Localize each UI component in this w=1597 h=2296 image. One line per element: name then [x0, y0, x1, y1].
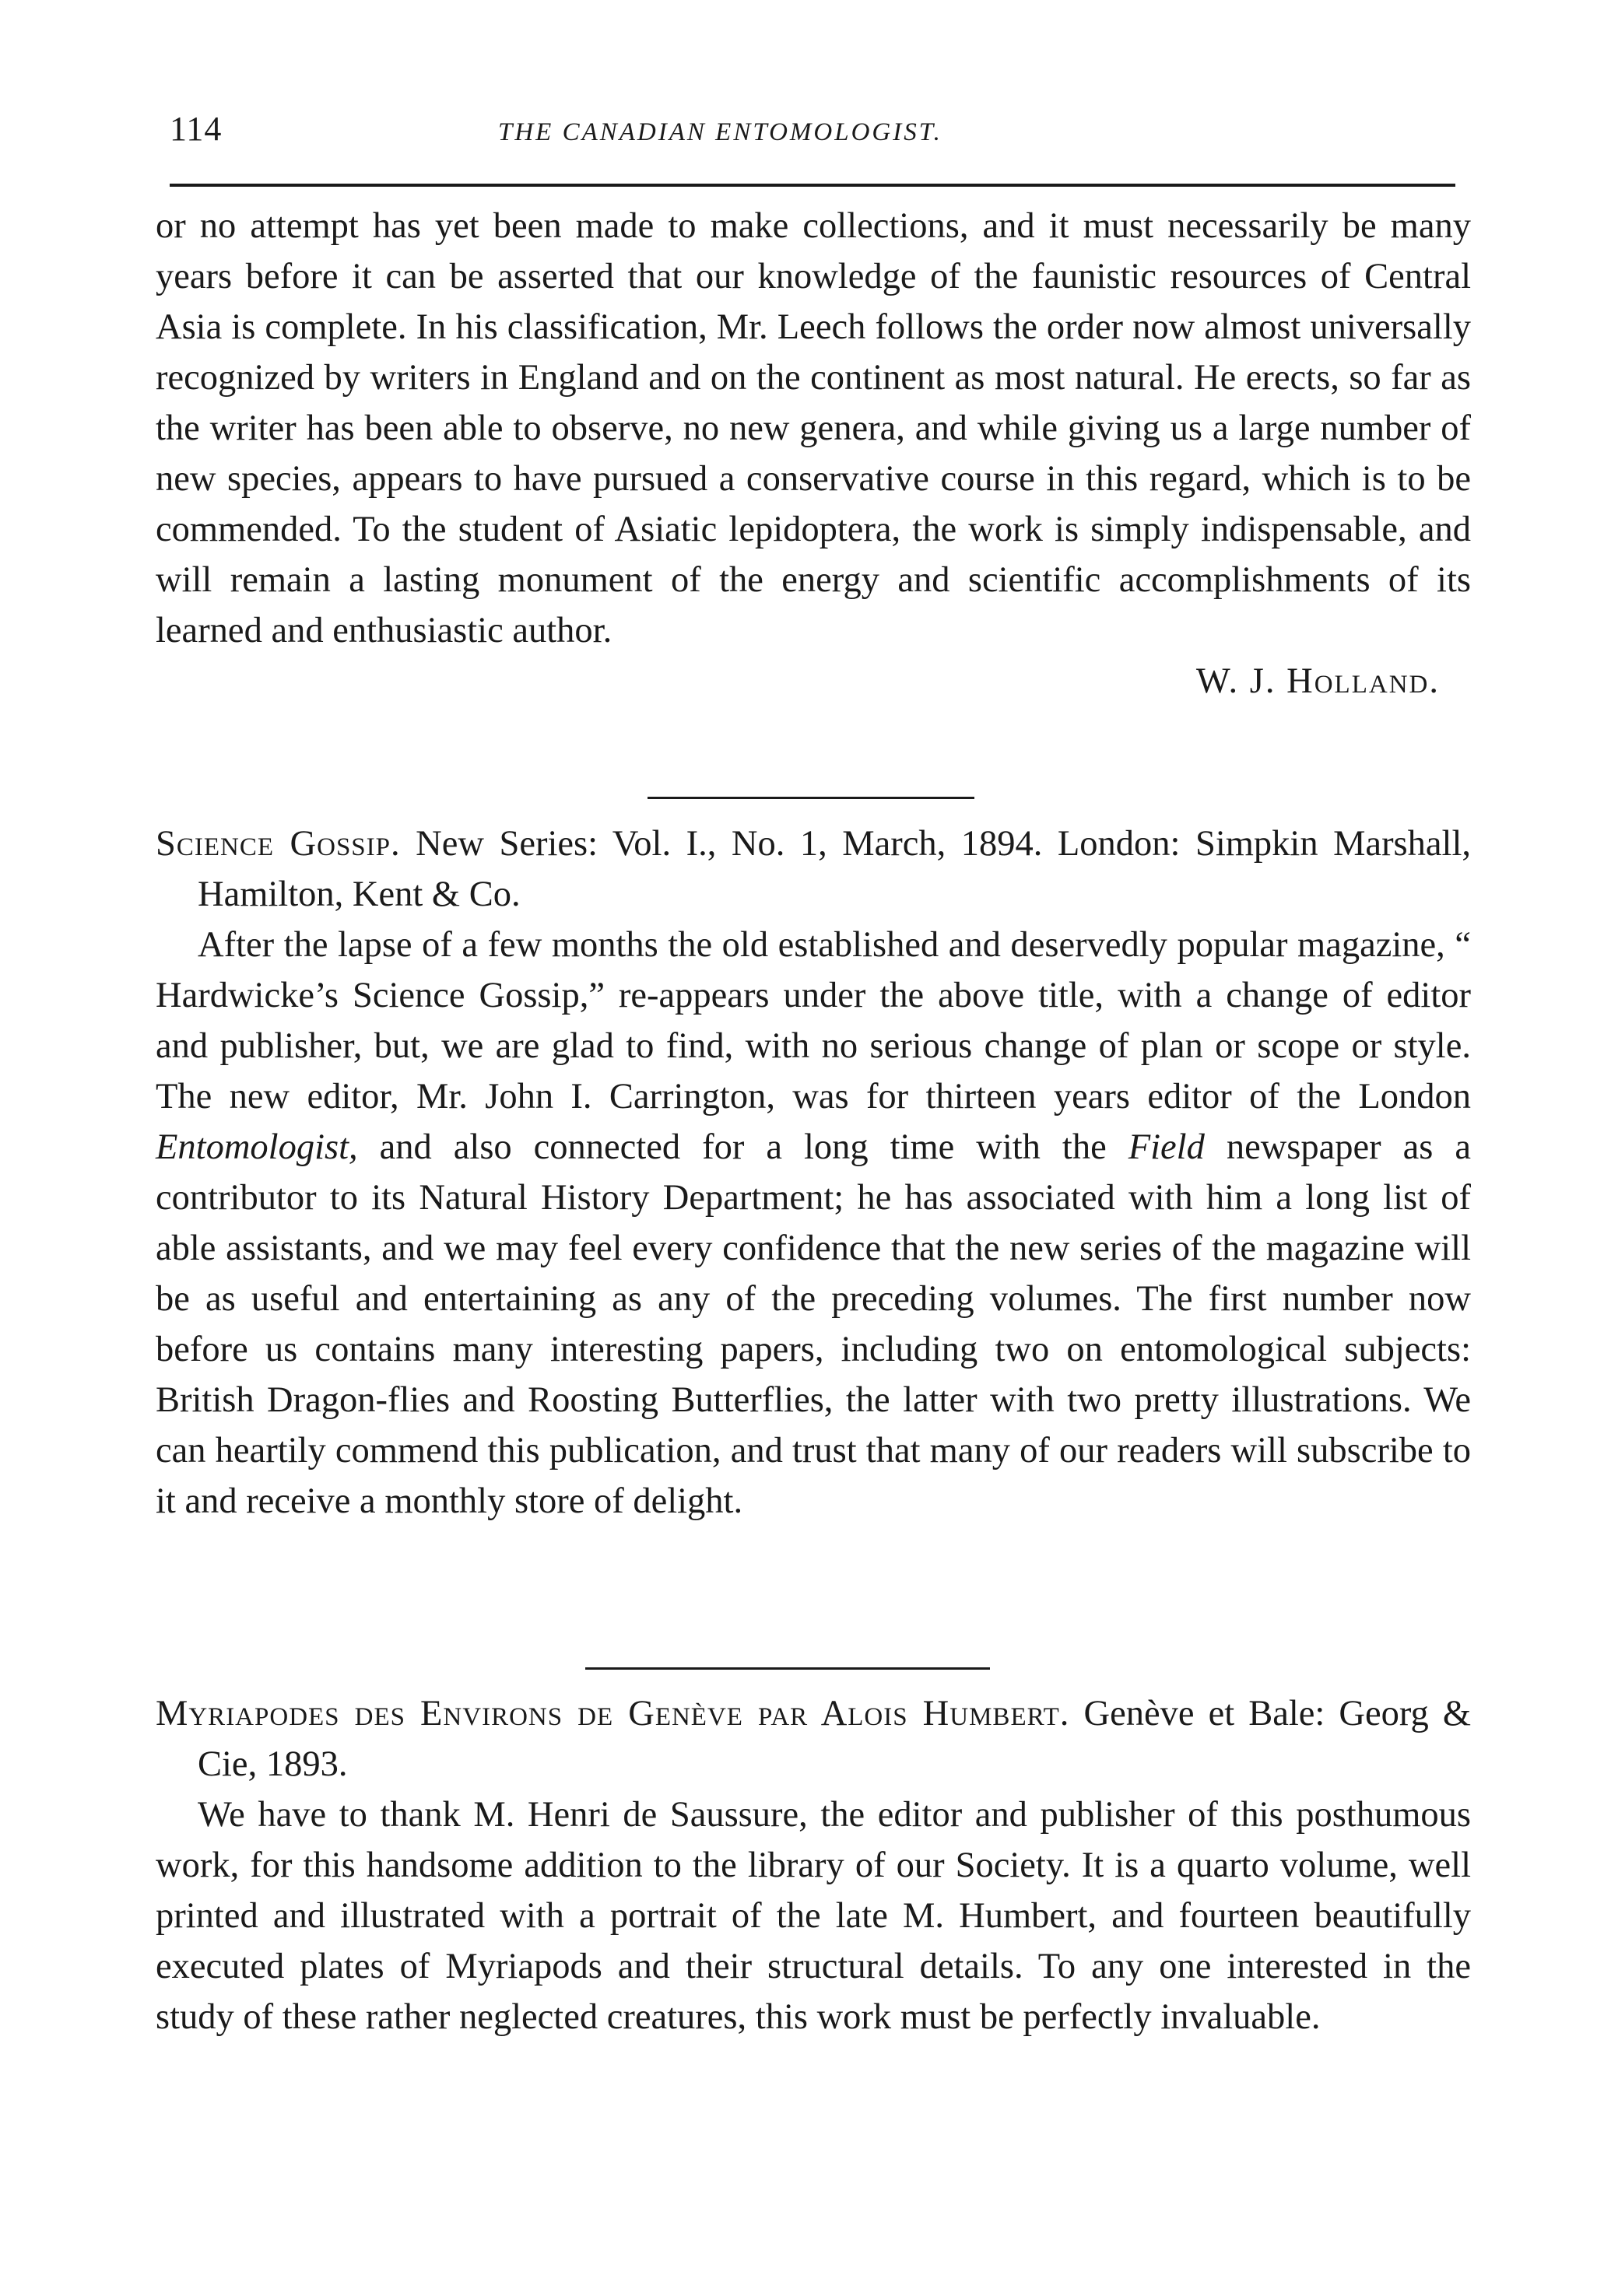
- italic-newspaper-title: Field: [1128, 1127, 1205, 1167]
- paragraph-text: After the lapse of a few months the old established and deservedly popular magazine, “ Hardwicke’s Science Gossip,” re-appears under the above title, with a change of editor and publisher, but, we are glad to find, with no serious change of plan or scope or style. The new editor, Mr. John I. Carrington, was for thirteen years editor of the London: [156, 925, 1471, 1116]
- header-rule: [170, 184, 1455, 187]
- review-science-gossip-heading: [156, 818, 1471, 920]
- paragraph-text: and also connected for a long time with the: [357, 1127, 1128, 1167]
- review-leech-signature: [156, 656, 1471, 706]
- heading-title: Science Gossip.: [156, 824, 401, 864]
- heading-details: Genève et Bale: Georg & Cie, 1893.: [198, 1694, 1472, 1784]
- page-number: 114: [170, 110, 223, 148]
- italic-journal-title: Entomologist,: [156, 1127, 358, 1167]
- section-divider-2: [585, 1667, 990, 1670]
- signature-name: W. J. Holland.: [1195, 661, 1440, 701]
- review-leech-paragraph: or no attempt has yet been made to make collections, and it must necessarily be many years before it can be asserted that our knowledge of the faunistic resources of Central Asia is complete. In his classification, Mr. Leech follows the order now almost universally recognized by writers in England and on the continent as most natural. He erects, so far as the writer has been able to observe, no new genera, and while giving us a large number of new species, appears to have pursued a conservative course in this regard, which is to be commended. To the student of Asiatic lepidoptera, the work is simply indispensable, and will remain a lasting monument of the energy and scientific accomplishments of its learned and enthusiastic author.: [156, 206, 1471, 650]
- running-title: THE CANADIAN ENTOMOLOGIST.: [498, 118, 942, 146]
- review-leech: [156, 201, 1471, 706]
- section-divider-1: [648, 797, 974, 799]
- review-myriapodes: [156, 1688, 1471, 2042]
- review-science-gossip: [156, 818, 1471, 1527]
- review-science-gossip-paragraph: [156, 920, 1471, 1527]
- paragraph-text: newspaper as a contributor to its Natural History Department; he has associated with him a long list of able assistants, and we may feel every confidence that the new series of the magazine will be as useful and entertaining as any of the preceding volumes. The first number now before us contains many interesting papers, including two on entomological subjects: British Dragon-flies and Roosting Butterflies, the latter with two pretty illustrations. We can heartily commend this publication, and trust that many of our readers will subscribe to it and receive a monthly store of delight.: [156, 1127, 1472, 1521]
- review-myriapodes-paragraph: We have to thank M. Henri de Saussure, the editor and publisher of this posthumous work, for this handsome addition to the library of our Society. It is a quarto volume, well printed and illustrated with a portrait of the late M. Humbert, and fourteen beautifully executed plates of Myriapods and their structural details. To any one interested in the study of these rather neglected creatures, this work must be perfectly invaluable.: [156, 1795, 1471, 2037]
- heading-title: Myriapodes des Environs de Genève par Alois Humbert.: [156, 1694, 1070, 1733]
- review-myriapodes-heading: [156, 1688, 1471, 1789]
- heading-details: New Series: Vol. I., No. 1, March, 1894. London: Simpkin Marshall, Hamilton, Kent & Co.: [198, 824, 1472, 914]
